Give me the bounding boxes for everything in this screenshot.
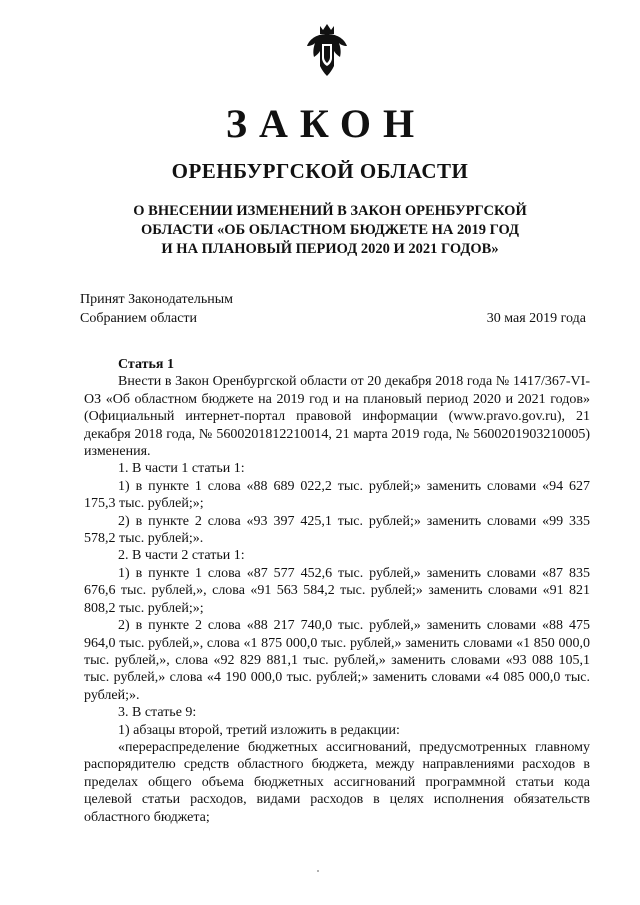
subject-line: И НА ПЛАНОВЫЙ ПЕРИОД 2020 И 2021 ГОДОВ»: [161, 241, 499, 257]
article-paragraph: Внести в Закон Оренбургской области от 20 декабря 2018 года № 1417/367-VI-ОЗ «Об областном бюджете на 2019 год и на плановый период 2020 и 2021 годов» (Официальный интернет-портал правовой информации (www.pravo.gov.ru), 21 декабря 2018 года, № 5600201812210014, 21 марта 2019 года, № 5600201903210005) изменения.: [84, 374, 590, 460]
article-paragraph: «перераспределение бюджетных ассигнований, предусмотренных главному распорядителю средств областного бюджета, между направлениями расходов в пределах общего объема бюджетных ассигнований программной статьи кода целевой статьи расходов, видами расходов в целях исполнения обязательств областного бюджета;: [84, 739, 590, 825]
article-heading: Статья 1: [118, 357, 174, 372]
article-paragraph: 3. В статье 9:: [118, 705, 197, 721]
adoption-line: Собранием области: [80, 311, 198, 326]
article-paragraph: 1. В части 1 статьи 1:: [118, 461, 245, 477]
article-paragraph: 1) в пункте 1 слова «88 689 022,2 тыс. рублей;» заменить словами «94 627 175,3 тыс. рублей;»;: [84, 478, 590, 512]
scan-speck: [317, 870, 319, 872]
article-body: [84, 356, 590, 826]
document-region: ОРЕНБУРГСКОЙ ОБЛАСТИ: [171, 159, 469, 183]
adoption-line: Принят Законодательным: [80, 292, 233, 307]
article-paragraph: 2) в пункте 2 слова «88 217 740,0 тыс. рублей,» заменить словами «88 475 964,0 тыс. рублей,», слова «1 875 000,0 тыс. рублей,» заменить словами «1 850 000,0 тыс. рублей,», слова «92 829 881,1 тыс. рублей,» заменить словами «93 088 105,1 тыс. рублей,» слова «4 190 000,0 тыс. рублей;» заменить словами «4 085 000,0 тыс. рублей;».: [84, 618, 590, 703]
subject-line: ОБЛАСТИ «ОБ ОБЛАСТНОМ БЮДЖЕТЕ НА 2019 ГОД: [140, 222, 520, 238]
adoption-note: [80, 290, 233, 328]
document-title: ЗАКОН: [225, 101, 427, 146]
article-paragraph: 2) в пункте 2 слова «93 397 425,1 тыс. рублей;» заменить словами «99 335 578,2 тыс. рублей;».: [84, 513, 590, 547]
article-paragraph: 1) абзацы второй, третий изложить в редакции:: [118, 722, 400, 738]
adoption-date: 30 мая 2019 года: [486, 311, 586, 326]
article-paragraph: 1) в пункте 1 слова «87 577 452,6 тыс. рублей,» заменить словами «87 835 676,6 тыс. рублей,», слова «91 563 584,2 тыс. рублей;» заменить словами «91 821 808,2 тыс. рублей;»;: [84, 565, 590, 616]
article-paragraph: 2. В части 2 статьи 1:: [118, 548, 245, 564]
document-subject: [60, 202, 600, 259]
coat-of-arms-icon: [304, 22, 350, 78]
subject-line: О ВНЕСЕНИИ ИЗМЕНЕНИЙ В ЗАКОН ОРЕНБУРГСКОЙ: [133, 203, 527, 219]
